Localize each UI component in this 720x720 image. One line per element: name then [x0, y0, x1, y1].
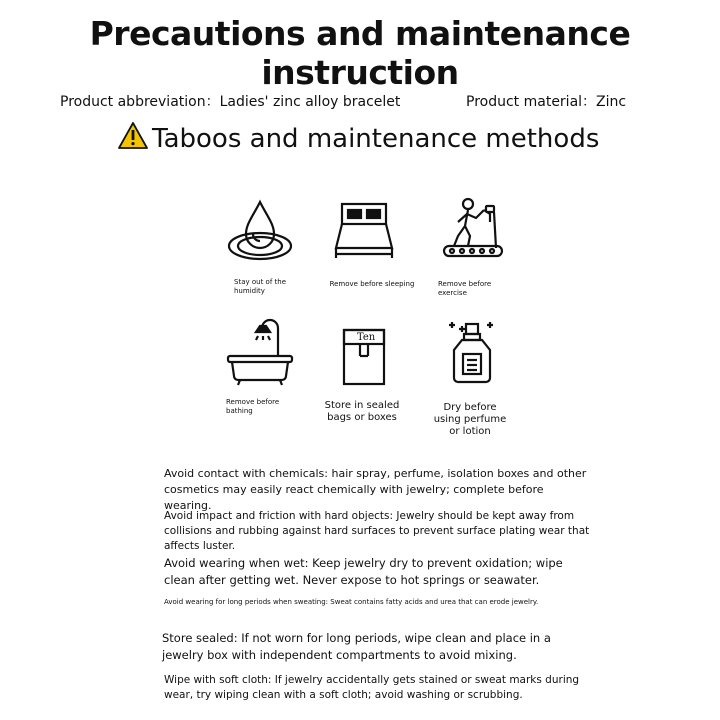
product-material: Product material：Zinc	[466, 94, 627, 110]
icon-caption: Remove before exercise	[438, 280, 492, 297]
treadmill-icon	[438, 196, 518, 266]
paragraph-chemicals: Avoid contact with chemicals: hair spray, perfume, isolation boxes and other cosmetics may easily react chemically with jewelry; complete before wearing.	[164, 467, 587, 512]
perfume-bottle-icon	[432, 318, 512, 388]
page-title: Precautions and maintenance instruction	[89, 14, 631, 92]
section-heading	[118, 122, 599, 156]
icon-caption: Remove before sleeping	[329, 280, 415, 288]
bathtub-icon	[220, 318, 300, 388]
water-drop-icon	[220, 198, 300, 268]
paragraph-impact: Avoid impact and friction with hard objects: Jewelry should be kept away from collisions and rubbing against hard surfaces to prevent surface plating wear that affects luster.	[164, 510, 590, 552]
product-abbreviation: Product abbreviation：Ladies' zinc alloy bracelet	[60, 94, 401, 110]
paragraph-soft-cloth: Wipe with soft cloth: If jewelry accidentally gets stained or sweat marks during wear, try wiping clean with a soft cloth; avoid washing or scrubbing.	[164, 674, 580, 701]
paragraph-wet: Avoid wearing when wet: Keep jewelry dry to prevent oxidation; wipe clean after getting wet. Never expose to hot springs or seawater.	[164, 556, 563, 587]
icon-caption: Dry before using perfume or lotion	[433, 402, 507, 437]
icon-caption: Store in sealed bags or boxes	[324, 400, 400, 423]
icon-caption: Remove before bathing	[226, 398, 280, 415]
warning-triangle-icon	[118, 122, 148, 156]
bag-label: Ten	[357, 332, 376, 343]
paragraph-store-sealed: Store sealed: If not worn for long periods, wipe clean and place in a jewelry box with independent compartments to avoid mixing.	[162, 631, 551, 662]
icon-caption: Stay out of the humidity	[234, 278, 286, 295]
paragraph-sweat: Avoid wearing for long periods when sweating: Sweat contains fatty acids and urea that can erode jewelry.	[164, 598, 539, 606]
section-heading-text: Taboos and maintenance methods	[152, 124, 600, 154]
bed-icon	[324, 198, 404, 268]
sealed-bag-icon	[324, 318, 404, 388]
